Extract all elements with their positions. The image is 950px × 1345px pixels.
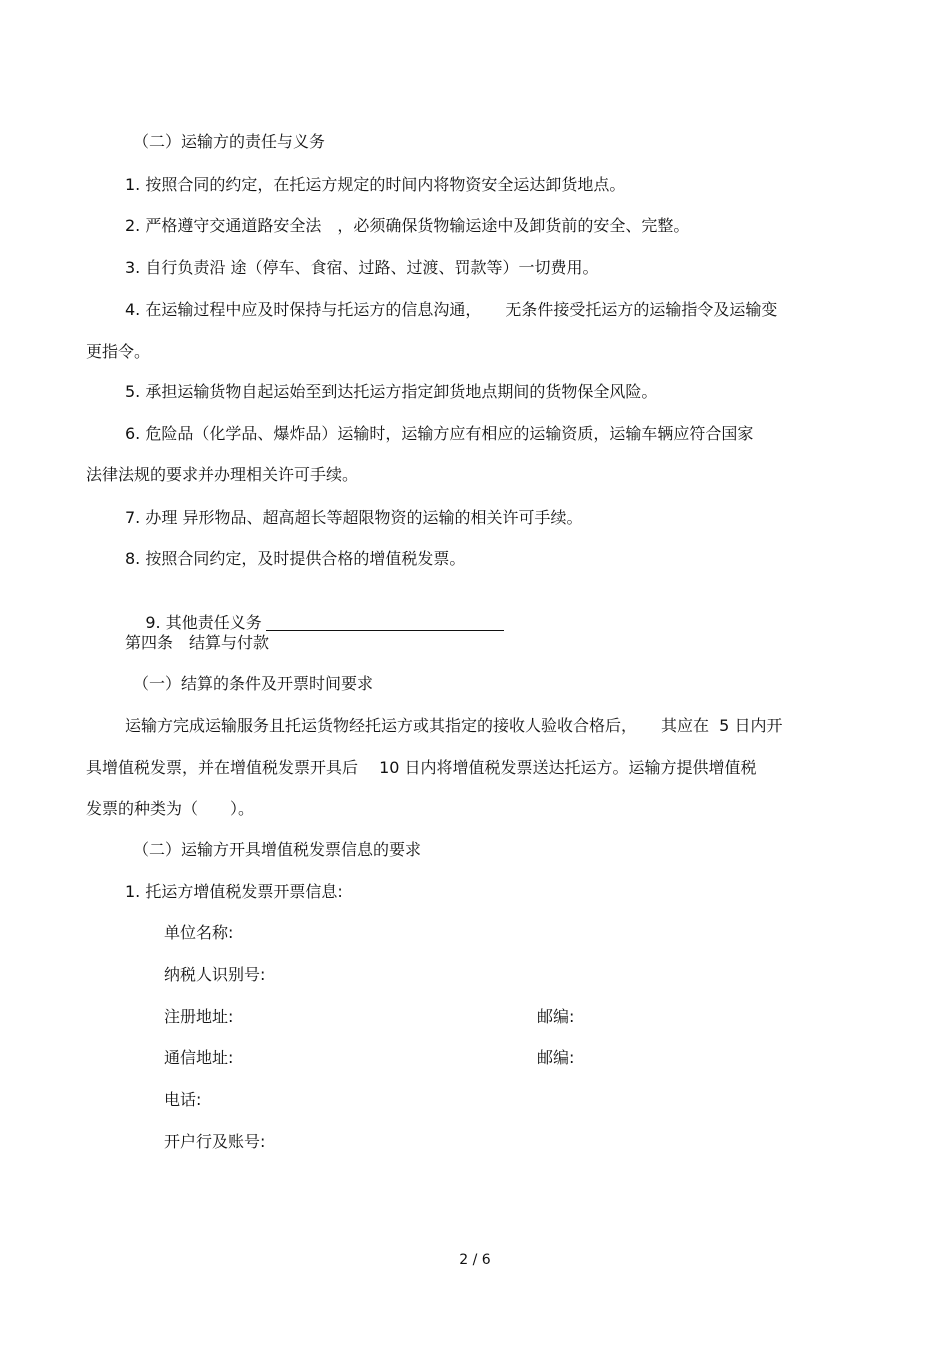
field-bank-account: 开户行及账号: [164, 1132, 266, 1151]
field-unit-name: 单位名称: [164, 923, 234, 942]
article-4-sub1-line1: 运输方完成运输服务且托运货物经托运方或其指定的接收人验收合格后， 其应在 5 日内开 [125, 716, 783, 735]
field-phone: 电话: [164, 1090, 202, 1109]
duty-item-4-line1: 4. 在运输过程中应及时保持与托运方的信息沟通， 无条件接受托运方的运输指令及运输变 [125, 300, 778, 319]
article-4-sub2-heading: （二）运输方开具增值税发票信息的要求 [133, 840, 422, 859]
duty-item-3: 3. 自行负责沿 途（停车、食宿、过路、过渡、罚款等）一切费用。 [125, 258, 599, 277]
fill-in-blank-line [266, 614, 504, 631]
duty-item-5: 5. 承担运输货物自起运始至到达托运方指定卸货地点期间的货物保全风险。 [125, 382, 658, 401]
duty-item-9-label: 9. 其他责任义务 [145, 613, 262, 632]
duty-item-8: 8. 按照合同约定，及时提供合格的增值税发票。 [125, 549, 466, 568]
field-postcode-1: 邮编: [537, 1007, 575, 1026]
duty-item-4-line2: 更指令。 [86, 342, 151, 361]
article-4-sub1-heading: （一）结算的条件及开票时间要求 [133, 674, 374, 693]
field-postcode-2: 邮编: [537, 1048, 575, 1067]
section-heading-transport-duties: （二）运输方的责任与义务 [133, 132, 326, 151]
duty-item-7: 7. 办理 异形物品、超高超长等超限物资的运输的相关许可手续。 [125, 508, 583, 527]
field-taxpayer-id: 纳税人识别号: [164, 965, 266, 984]
duty-item-6-line1: 6. 危险品（化学品、爆炸品）运输时，运输方应有相应的运输资质，运输车辆应符合国家 [125, 424, 754, 443]
field-registered-address: 注册地址: [164, 1007, 234, 1026]
invoice-info-item-1: 1. 托运方增值税发票开票信息: [125, 882, 343, 901]
duty-item-2: 2. 严格遵守交通道路安全法 ，必须确保货物输运途中及卸货前的安全、完整。 [125, 216, 690, 235]
article-4-sub1-line3: 发票的种类为（ ）。 [86, 799, 255, 818]
duty-item-1: 1. 按照合同的约定，在托运方规定的时间内将物资安全运达卸货地点。 [125, 175, 626, 194]
field-mailing-address: 通信地址: [164, 1048, 234, 1067]
page-number: 2 / 6 [459, 1252, 491, 1268]
article-4-title: 第四条 结算与付款 [125, 633, 270, 652]
article-4-sub1-line2: 具增值税发票，并在增值税发票开具后 10 日内将增值税发票送达托运方。运输方提供增值税 [86, 758, 757, 777]
duty-item-6-line2: 法律法规的要求并办理相关许可手续。 [86, 465, 359, 484]
